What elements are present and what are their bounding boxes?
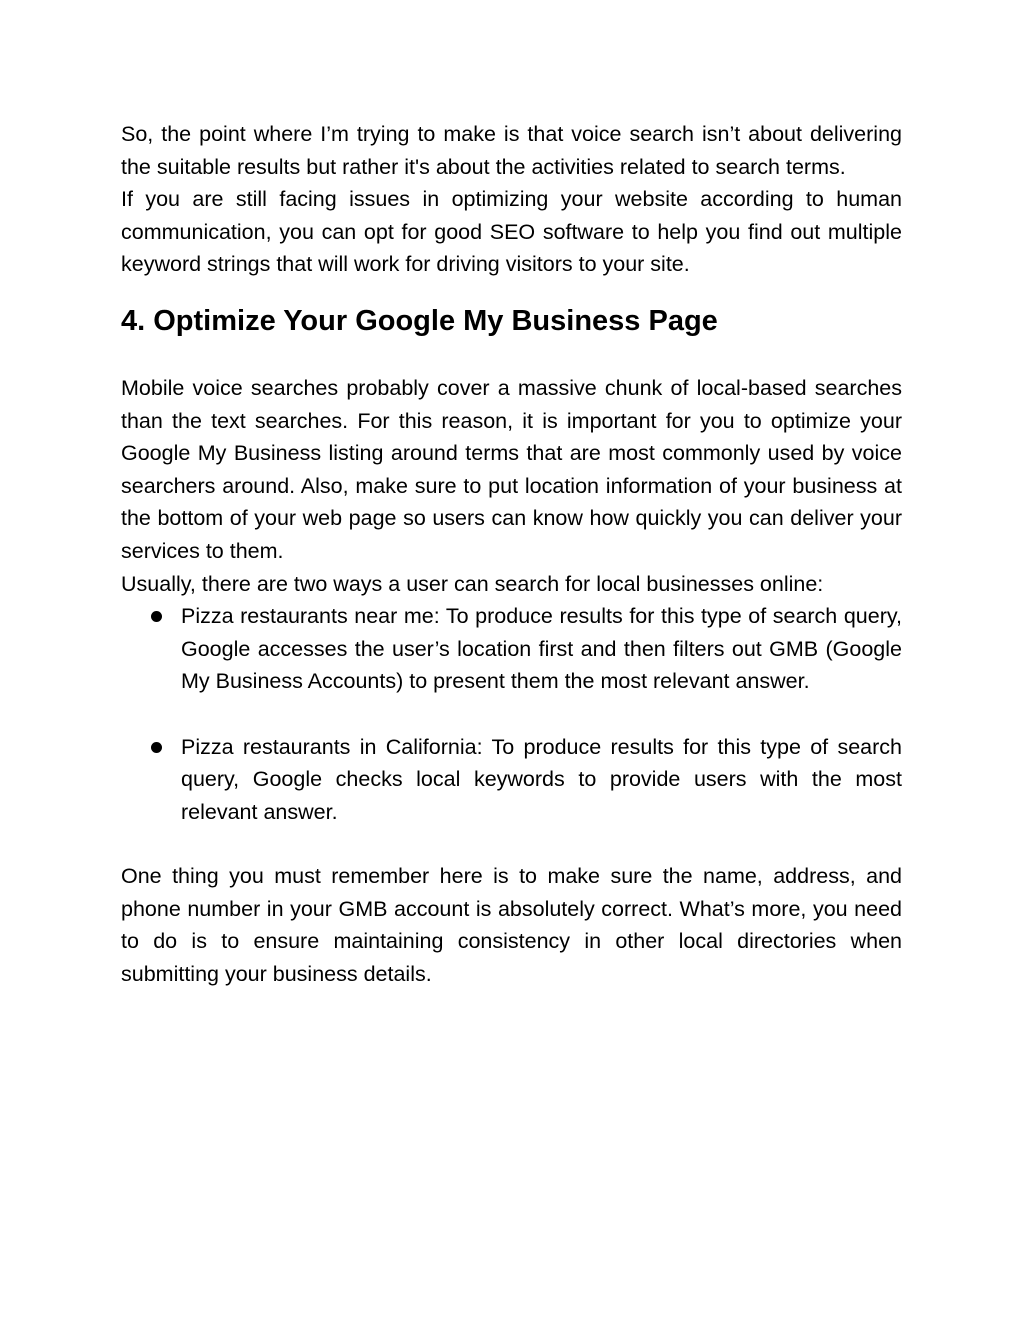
paragraph-seo-software: If you are still facing issues in optimizing your website according to human communication, you can opt for good SEO software to help you find out multiple keyword strings that will work for driving visitors to your site. bbox=[121, 187, 902, 277]
paragraph-gmb-consistency: One thing you must remember here is to make sure the name, address, and phone number in your GMB account is absolutely correct. What’s more, you need to do is to ensure maintaining consistency in other local directories when submitting your business details. bbox=[121, 864, 902, 987]
list-item bbox=[121, 600, 902, 698]
paragraph-two-ways: Usually, there are two ways a user can search for local businesses online: bbox=[121, 571, 824, 596]
bullet-list bbox=[121, 600, 902, 828]
document-page bbox=[121, 118, 902, 991]
paragraph-mobile-voice-searches: Mobile voice searches probably cover a massive chunk of local-based searches than the text searches. For this reason, it is important for you to optimize your Google My Business listing around terms that are most commonly used by voice searchers around. Also, make sure to put location information of your business at the bottom of your web page so users can know how quickly you can deliver your services to them. bbox=[121, 375, 902, 563]
list-item-text: Pizza restaurants near me: To produce results for this type of search query, Google accesses the user’s location first and then filters out GMB (Google My Business Accounts) to present them the most relevant answer. bbox=[181, 604, 902, 694]
list-item-text: Pizza restaurants in California: To produce results for this type of search query, Google checks local keywords to provide users with the most relevant answer. bbox=[181, 734, 902, 824]
list-item bbox=[121, 731, 902, 829]
paragraph-voice-search-point: So, the point where I’m trying to make is that voice search isn’t about delivering the suitable results but rather it's about the activities related to search terms. bbox=[121, 122, 902, 179]
bullet-icon bbox=[151, 742, 162, 753]
bullet-icon bbox=[151, 611, 162, 622]
section-heading: 4. Optimize Your Google My Business Page bbox=[121, 304, 718, 337]
